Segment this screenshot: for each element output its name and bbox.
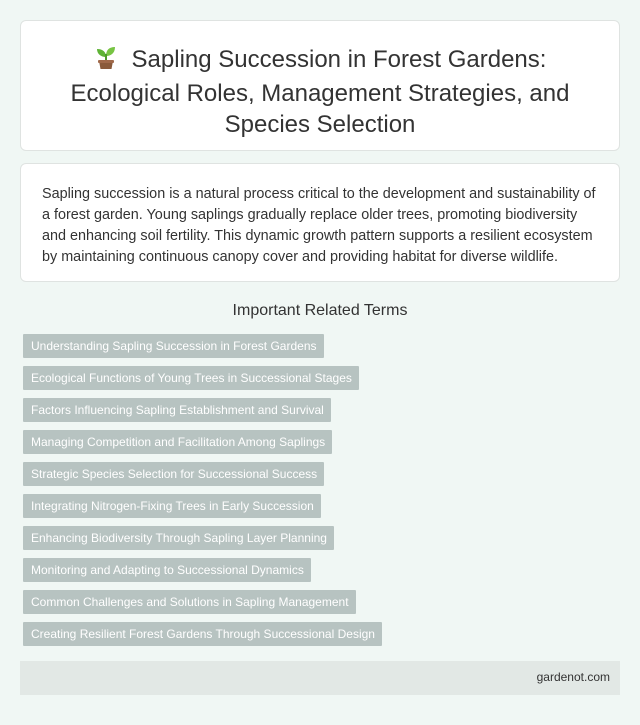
related-term-link[interactable]: Monitoring and Adapting to Successional Dynamics (23, 558, 311, 582)
intro-text: Sapling succession is a natural process critical to the development and sustainability of a forest garden. Young saplings gradually replace older trees, promoting biodiversity and enhancing soil fertility. This dynamic growth pattern supports a resilient ecosystem by maintaining continuous canopy cover and providing habitat for diverse wildlife. (42, 186, 596, 265)
related-term-link[interactable]: Understanding Sapling Succession in Forest Gardens (23, 334, 324, 358)
page-title-text: Sapling Succession in Forest Gardens: Ecological Roles, Management Strategies, and Species Selection (70, 46, 570, 138)
related-term-link[interactable]: Integrating Nitrogen-Fixing Trees in Early Succession (23, 494, 321, 518)
related-term-link[interactable]: Enhancing Biodiversity Through Sapling Layer Planning (23, 526, 334, 550)
related-term-link[interactable]: Managing Competition and Facilitation Among Saplings (23, 430, 332, 454)
related-term-link[interactable]: Common Challenges and Solutions in Sapling Management (23, 590, 356, 614)
related-term-link[interactable]: Creating Resilient Forest Gardens Through Successional Design (23, 622, 382, 646)
related-term-link[interactable]: Strategic Species Selection for Successional Success (23, 462, 324, 486)
related-term-link[interactable]: Ecological Functions of Young Trees in Successional Stages (23, 366, 359, 390)
page-title (51, 44, 589, 140)
sprout-icon (94, 44, 118, 78)
related-terms-list (23, 334, 382, 654)
title-card (20, 20, 620, 151)
intro-card (20, 163, 620, 282)
footer-site-name: gardenot.com (536, 670, 610, 684)
related-terms-heading: Important Related Terms (232, 302, 408, 319)
related-term-link[interactable]: Factors Influencing Sapling Establishment and Survival (23, 398, 331, 422)
footer (20, 661, 620, 695)
